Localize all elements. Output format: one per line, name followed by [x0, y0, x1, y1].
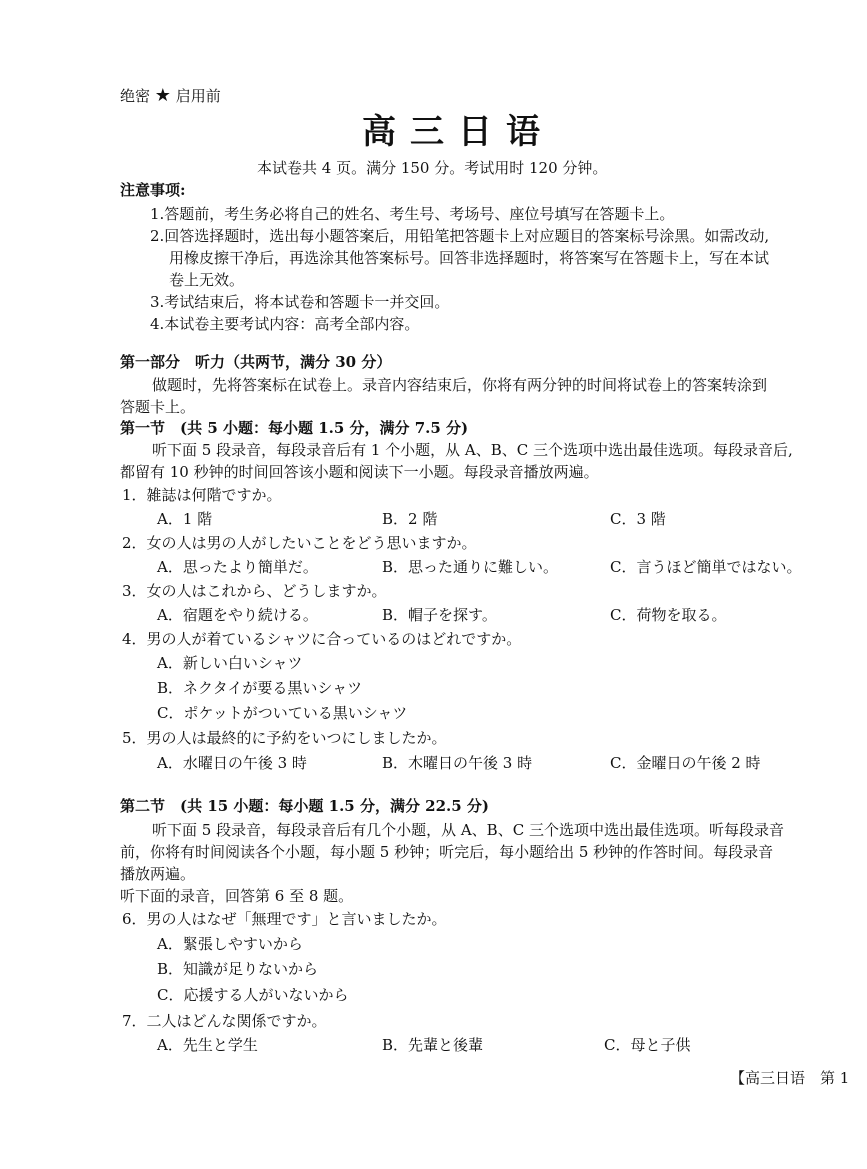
option-a: A．新しい白いシャツ: [157, 654, 303, 672]
note-item: 2.回答选择题时，选出每小题答案后，用铅笔把答题卡上对应题目的答案标号涂黑。如需改动,: [150, 227, 770, 245]
section2-intro-line: 听下面 5 段录音，每段录音后有几个小题，从 A、B、C 三个选项中选出最佳选项。听每段录音: [152, 821, 784, 839]
option-b: B．知識が足りないから: [157, 960, 319, 978]
option-c: C．3 階: [610, 510, 666, 528]
question-5: 5．男の人は最終的に予約をいつにしましたか。: [122, 729, 447, 747]
question-3: 3．女の人はこれから、どうしますか。: [122, 582, 387, 600]
section2-intro-line: 前，你将有时间阅读各个小题，每小题 5 秒钟；听完后，每小题给出 5 秒钟的作答时间。每段录音: [120, 843, 774, 861]
exam-subtitle: 本试卷共 4 页。满分 150 分。考试用时 120 分钟。: [257, 159, 608, 177]
question-1: 1．雑誌は何階ですか。: [122, 486, 282, 504]
secret-suffix: 启用前: [175, 87, 221, 105]
note-item: 用橡皮擦干净后，再选涂其他答案标号。回答非选择题时，将答案写在答题卡上，写在本试: [169, 249, 770, 267]
option-c: C．荷物を取る。: [610, 606, 727, 624]
part1-intro-line: 做题时，先将答案标在试卷上。录音内容结束后，你将有两分钟的时间将试卷上的答案转涂到: [152, 376, 768, 394]
option-c: C．応援する人がいないから: [157, 986, 349, 1004]
option-a: A．水曜日の午後 3 時: [157, 754, 307, 772]
option-b: B．ネクタイが要る黒いシャツ: [157, 679, 363, 697]
option-c: C．母と子供: [604, 1036, 691, 1054]
option-b: B．思った通りに難しい。: [382, 558, 559, 576]
option-b: B．木曜日の午後 3 時: [382, 754, 533, 772]
option-a: A．緊張しやすいから: [157, 935, 303, 953]
part1-intro-line: 答题卡上。: [120, 398, 196, 416]
secret-label: 绝密: [120, 87, 151, 105]
section2-heading: 第二节 (共 15 小题：每小题 1.5 分，满分 22.5 分): [120, 797, 490, 815]
option-a: A．先生と学生: [157, 1036, 258, 1054]
page-title: 高三日语: [362, 112, 554, 152]
page-footer: 【高三日语 第 1: [730, 1069, 850, 1087]
option-b: B．2 階: [382, 510, 438, 528]
section1-intro-line: 听下面 5 段录音，每段录音后有 1 个小题，从 A、B、C 三个选项中选出最佳选项。每段录音后,: [152, 441, 793, 459]
option-b: B．帽子を探す。: [382, 606, 497, 624]
note-item: 3.考试结束后，将本试卷和答题卡一并交回。: [150, 293, 450, 311]
notes-heading: 注意事项:: [120, 181, 186, 199]
part1-heading: 第一部分 听力（共两节，满分 30 分）: [120, 353, 392, 371]
star-icon: ★: [154, 85, 171, 106]
section2-intro-line: 播放两遍。: [120, 865, 196, 883]
confidential-label: [120, 86, 221, 106]
option-c: C．金曜日の午後 2 時: [610, 754, 761, 772]
note-item: 4.本试卷主要考试内容：高考全部内容。: [150, 315, 420, 333]
section1-intro-line: 都留有 10 秒钟的时间回答该小题和阅读下一小题。每段录音播放两遍。: [120, 463, 599, 481]
option-a: A．1 階: [157, 510, 213, 528]
section2-instruction: 听下面的录音，回答第 6 至 8 题。: [120, 887, 354, 905]
option-c: C．言うほど簡単ではない。: [610, 558, 802, 576]
question-6: 6．男の人はなぜ「無理です」と言いましたか。: [122, 910, 447, 928]
question-2: 2．女の人は男の人がしたいことをどう思いますか。: [122, 534, 477, 552]
section1-heading: 第一节 (共 5 小题：每小题 1.5 分，满分 7.5 分): [120, 419, 469, 437]
question-7: 7．二人はどんな関係ですか。: [122, 1012, 327, 1030]
question-4: 4．男の人が着ているシャツに合っているのはどれですか。: [122, 630, 522, 648]
note-item: 1.答题前，考生务必将自己的姓名、考生号、考场号、座位号填写在答题卡上。: [150, 205, 675, 223]
option-a: A．思ったより簡単だ。: [157, 558, 318, 576]
note-item: 卷上无效。: [169, 271, 245, 289]
option-b: B．先輩と後輩: [382, 1036, 484, 1054]
option-c: C．ポケットがついている黒いシャツ: [157, 704, 408, 722]
option-a: A．宿題をやり続ける。: [157, 606, 318, 624]
